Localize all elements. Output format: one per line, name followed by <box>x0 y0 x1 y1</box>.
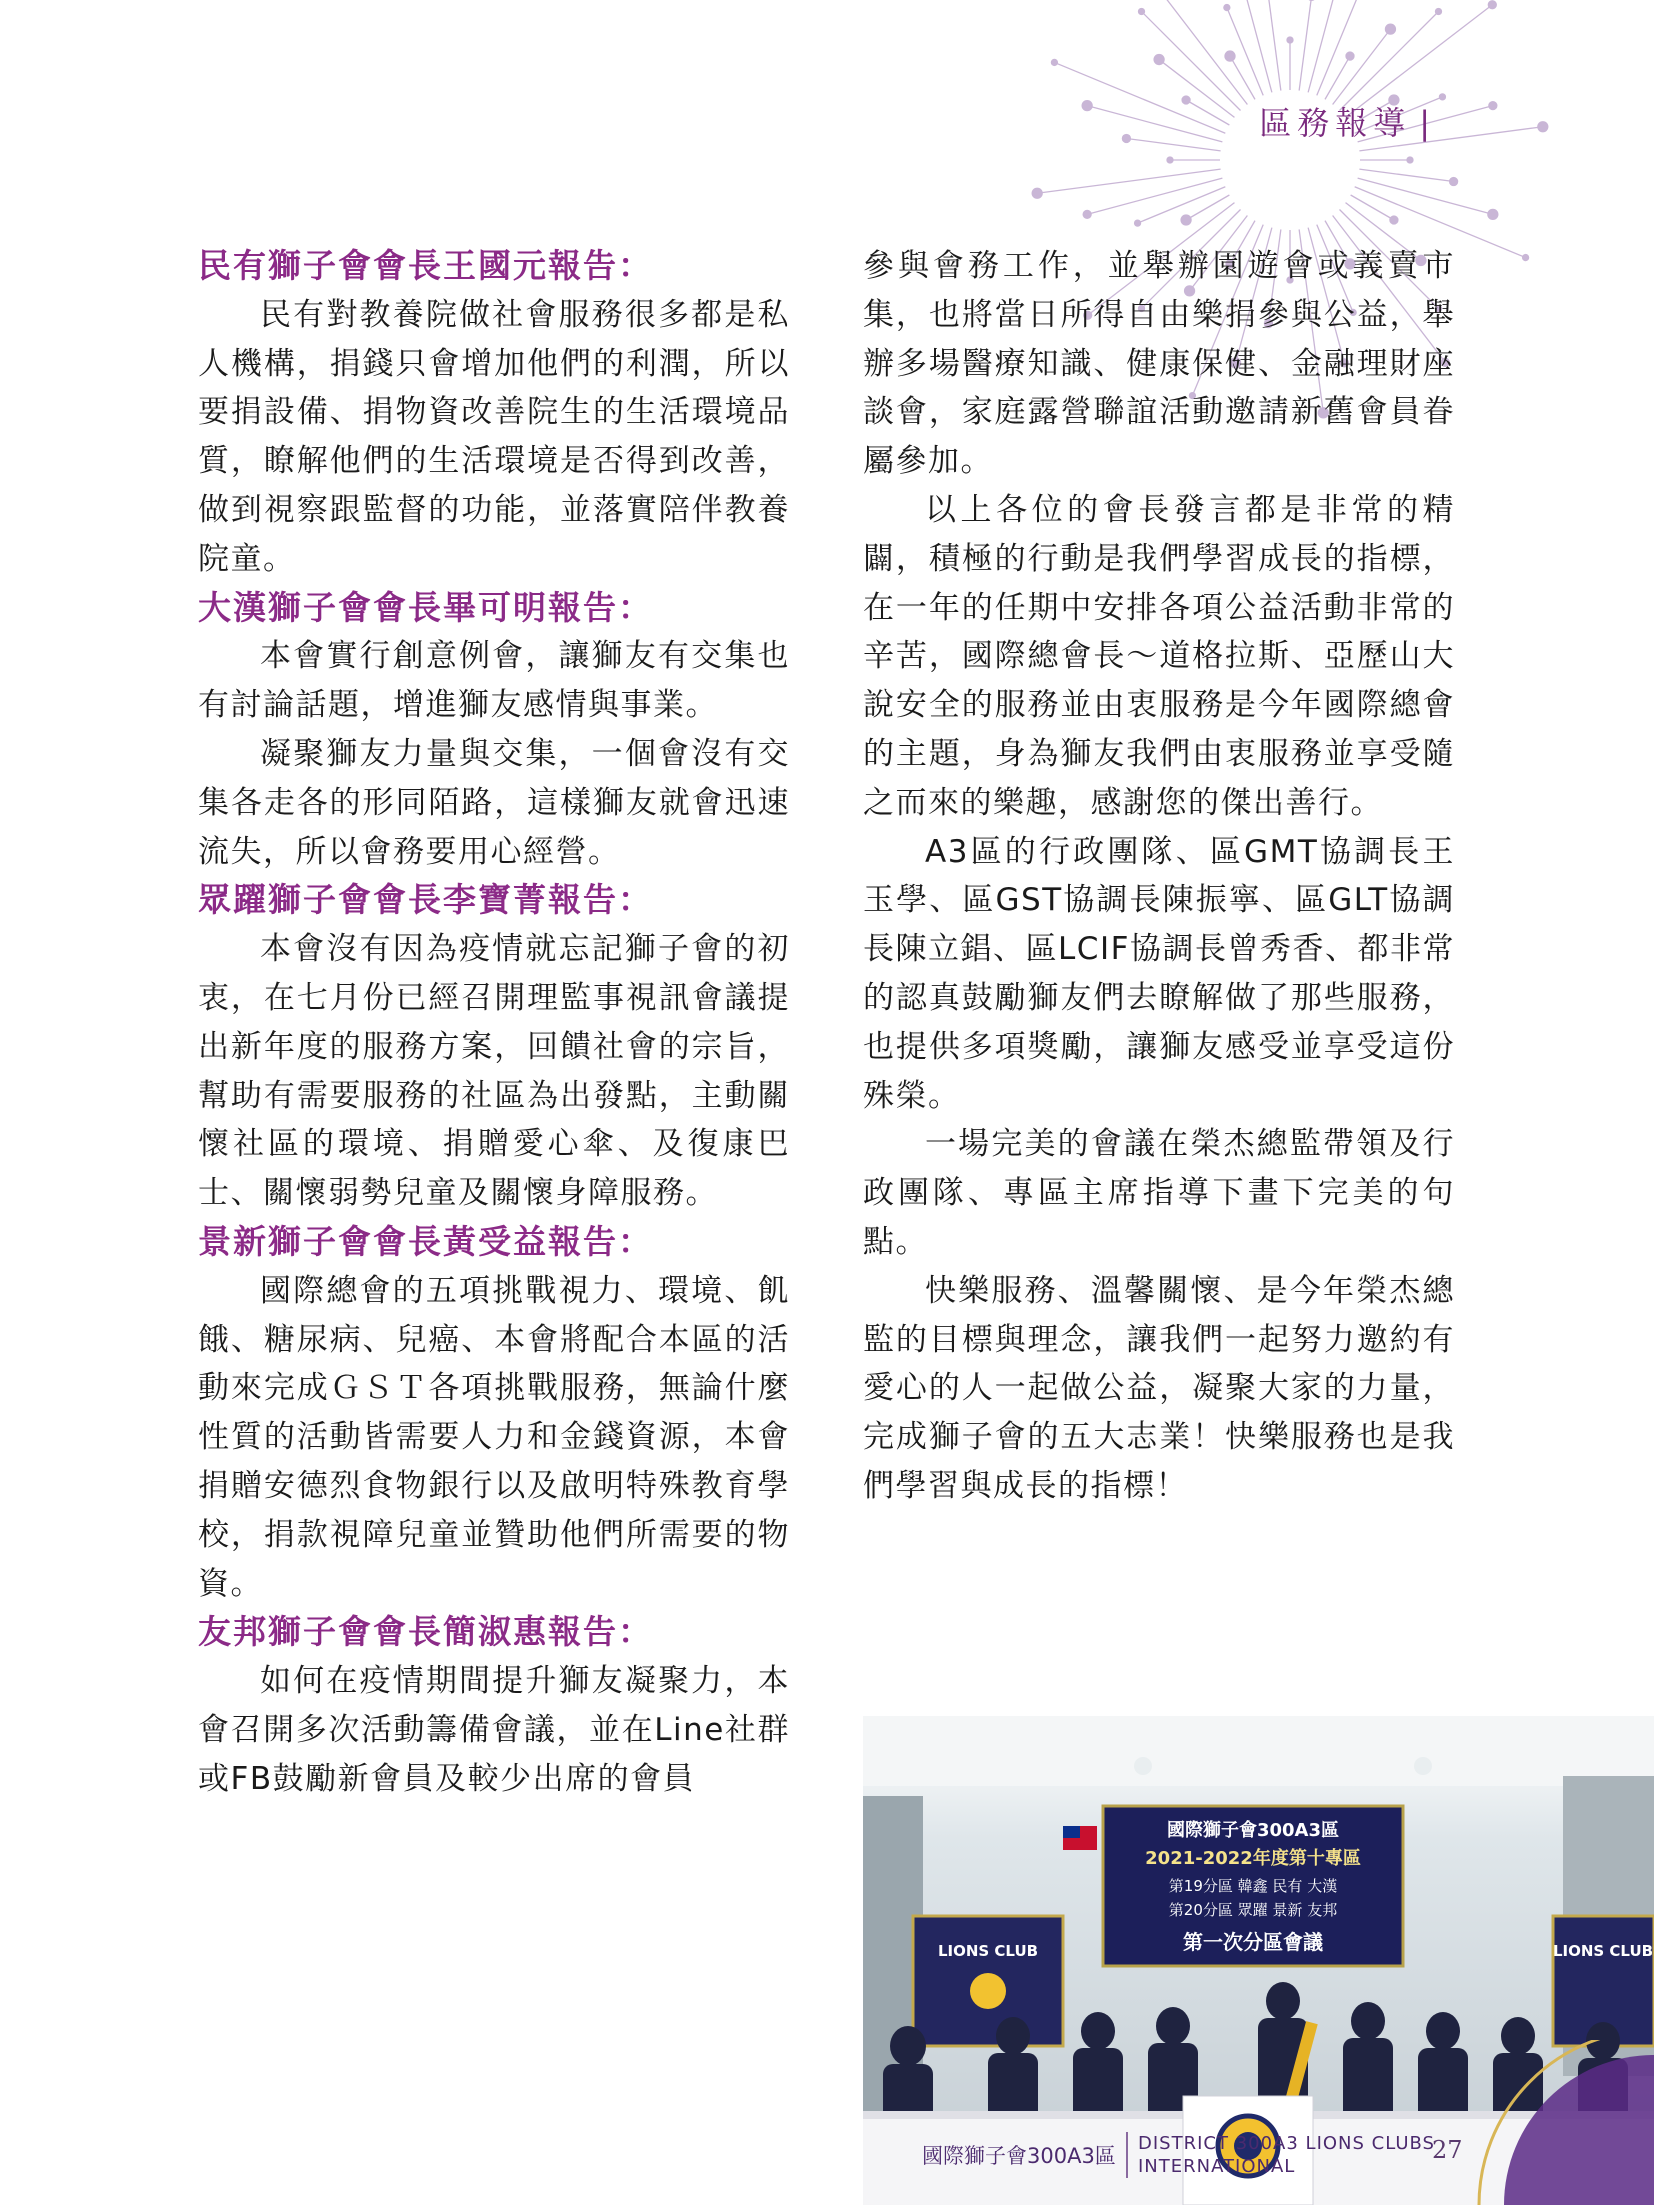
report-paragraph: 本會沒有因為疫情就忘記獅子會的初衷，在七月份已經召開理監事視訊會議提出新年度的服務方案，回饋社會的宗旨，幫助有需要服務的社區為出發點，主動關懷社區的環境、捐贈愛心傘、及復康巴士、關懷弱勢兒童及關懷身障服務。 <box>198 931 790 1212</box>
section-separator: | <box>1419 104 1436 142</box>
side-banner-left: LIONS CLUB <box>937 1942 1039 1960</box>
closing-paragraph: 一場完美的會議在榮杰總監帶領及行政團隊、專區主席指導下畫下完美的句點。 <box>863 1126 1455 1260</box>
section-title: 區務報導 <box>1259 104 1412 142</box>
report-paragraph: 民有對教養院做社會服務很多都是私人機構，捐錢只會增加他們的利潤，所以要捐設備、捐物資改善院生的生活環境品質，瞭解他們的生活環境是否得到改善，做到視察跟監督的功能，並落實陪伴教養院童。 <box>198 296 790 577</box>
report-paragraph: 本會實行創意例會，讓獅友有交集也有討論話題，增進獅友感情與事業。 <box>198 638 790 724</box>
report-paragraph: 國際總會的五項挑戰視力、環境、飢餓、糖尿病、兒癌、本會將配合本區的活動來完成ＧＳＴ各項挑戰服務，無論什麼性質的活動皆需要人力和金錢資源，本會捐贈安德烈食物銀行以及啟明特殊教育學校，捐款視障兒童並贊助他們所需要的物資。 <box>198 1272 790 1602</box>
corner-decoration <box>1440 2040 1654 2205</box>
right-column <box>863 242 1455 1511</box>
side-banner-right: LIONS CLUB <box>1552 1942 1654 1960</box>
report-heading: 民有獅子會會長王國元報告： <box>198 246 653 285</box>
page-footer <box>922 2132 1463 2182</box>
closing-paragraph: A3區的行政團隊、區GMT協調長王玉學、區GST協調長陳振寧、區GLT協調長陳立錩、區LCIF協調長曾秀香、都非常的認真鼓勵獅友們去瞭解做了那些服務，也提供多項獎勵，讓獅友感受並享受這份殊榮。 <box>863 833 1455 1114</box>
report-heading: 眾躍獅子會會長李寶菁報告： <box>198 880 653 920</box>
report-paragraph: 凝聚獅友力量與交集，一個會沒有交集各走各的形同陌路，這樣獅友就會迅速流失，所以會務要用心經營。 <box>198 735 790 870</box>
report-heading: 大漢獅子會會長畢可明報告： <box>198 587 653 627</box>
footer-district-en-line2: INTERNATIONAL <box>1138 2156 1296 2177</box>
banner-line: 2021-2022年度第十專區 <box>1145 1848 1361 1869</box>
closing-paragraph: 以上各位的會長發言都是非常的精闢，積極的行動是我們學習成長的指標，在一年的任期中安排各項公益活動非常的辛苦，國際總會長～道格拉斯、亞歷山大說安全的服務並由衷服務是今年國際總會的主題，身為獅友我們由衷服務並享受隨之而來的樂趣，感謝您的傑出善行。 <box>863 491 1455 821</box>
footer-district-zh: 國際獅子會300A3區 <box>922 2144 1116 2168</box>
banner-line: 第一次分區會議 <box>1183 1930 1323 1954</box>
footer-district-en <box>1138 2132 1435 2178</box>
footer-district-en-line1: DISTRICT 300A3 LIONS CLUBS <box>1138 2133 1435 2154</box>
report-heading: 景新獅子會會長黃受益報告： <box>198 1221 653 1261</box>
left-column <box>198 242 790 1804</box>
report-heading: 友邦獅子會會長簡淑惠報告： <box>198 1612 653 1652</box>
section-tag <box>1259 98 1436 144</box>
closing-paragraph: 快樂服務、溫馨關懷、是今年榮杰總監的目標與理念，讓我們一起努力邀約有愛心的人一起做公益，凝聚大家的力量，完成獅子會的五大志業！快樂服務也是我們學習與成長的指標！ <box>863 1272 1455 1504</box>
banner-line: 第20分區 眾躍 景新 友邦 <box>1168 1901 1338 1919</box>
banner-line: 國際獅子會300A3區 <box>1166 1820 1340 1841</box>
continued-paragraph: 參與會務工作，並舉辦園遊會或義賣市集，也將當日所得自由樂捐參與公益，舉辦多場醫療知識、健康保健、金融理財座談會，家庭露營聯誼活動邀請新舊會員眷屬參加。 <box>863 248 1455 480</box>
footer-divider <box>1126 2132 1128 2178</box>
page-number: 27 <box>1432 2136 1463 2164</box>
report-paragraph: 如何在疫情期間提升獅友凝聚力，本會召開多次活動籌備會議，並在Line社群或FB鼓勵新會員及較少出席的會員 <box>198 1663 790 1797</box>
banner-line: 第19分區 韓鑫 民有 大漢 <box>1168 1877 1338 1895</box>
